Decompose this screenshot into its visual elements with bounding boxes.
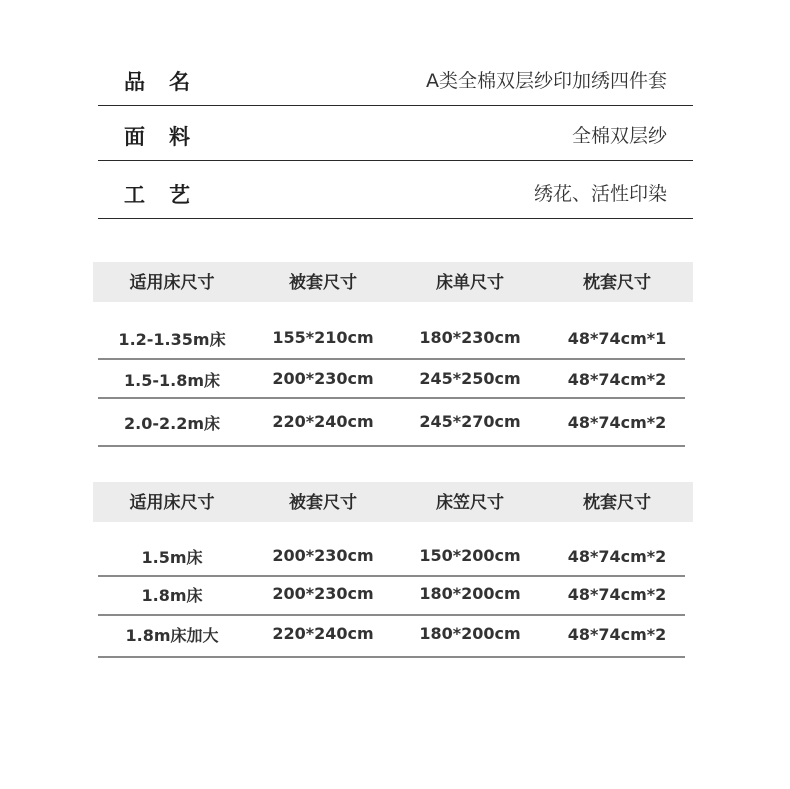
header-bed-size: 适用床尺寸 — [129, 273, 215, 293]
spec-row-craft — [98, 165, 693, 219]
table-row — [93, 316, 693, 358]
cell-bed-size: 1.2-1.35m床 — [118, 330, 226, 349]
cell-fitted-sheet-size: 180*200cm — [419, 584, 521, 603]
spec-row-product-name — [98, 52, 693, 106]
cell-sheet-size: 245*250cm — [419, 369, 521, 388]
size-table-fitted-sheet — [93, 482, 693, 664]
row-divider — [98, 397, 685, 399]
table-row — [93, 622, 693, 664]
table-header — [93, 262, 693, 302]
cell-pillowcase-size: 48*74cm*2 — [567, 547, 667, 566]
spec-row-fabric — [98, 107, 693, 161]
table-row — [93, 400, 693, 442]
header-bed-size: 适用床尺寸 — [129, 493, 215, 513]
cell-duvet-size: 220*240cm — [272, 624, 374, 643]
cell-fitted-sheet-size: 150*200cm — [419, 546, 521, 565]
cell-pillowcase-size: 48*74cm*2 — [567, 585, 667, 604]
cell-bed-size: 2.0-2.2m床 — [123, 414, 221, 433]
cell-sheet-size: 180*230cm — [419, 328, 521, 347]
table-row — [93, 583, 693, 625]
cell-duvet-size: 220*240cm — [272, 412, 374, 431]
row-divider — [98, 445, 685, 447]
header-fitted-sheet-size: 床笠尺寸 — [436, 493, 504, 513]
cell-duvet-size: 200*230cm — [272, 369, 374, 388]
cell-bed-size: 1.5-1.8m床 — [123, 371, 221, 390]
cell-sheet-size: 245*270cm — [419, 412, 521, 431]
table-header — [93, 482, 693, 522]
cell-duvet-size: 155*210cm — [272, 328, 374, 347]
spec-label: 品名 — [124, 70, 214, 94]
cell-duvet-size: 200*230cm — [272, 546, 374, 565]
cell-pillowcase-size: 48*74cm*2 — [567, 370, 667, 389]
table-row — [93, 544, 693, 586]
size-table-flat-sheet — [93, 262, 693, 442]
spec-value: A类全棉双层纱印加绣四件套 — [426, 70, 667, 92]
cell-pillowcase-size: 48*74cm*1 — [567, 329, 667, 348]
header-duvet-size: 被套尺寸 — [289, 273, 357, 293]
cell-bed-size: 1.8m床加大 — [125, 626, 219, 645]
cell-bed-size: 1.8m床 — [141, 586, 203, 605]
spec-value: 全棉双层纱 — [571, 125, 667, 147]
header-pillowcase-size: 枕套尺寸 — [583, 273, 651, 293]
spec-label: 工艺 — [124, 183, 214, 207]
cell-pillowcase-size: 48*74cm*2 — [567, 413, 667, 432]
cell-bed-size: 1.5m床 — [141, 548, 203, 567]
table-row — [93, 358, 693, 400]
cell-pillowcase-size: 48*74cm*2 — [567, 625, 667, 644]
spec-label: 面料 — [124, 125, 214, 149]
header-sheet-size: 床单尺寸 — [436, 273, 504, 293]
header-pillowcase-size: 枕套尺寸 — [583, 493, 651, 513]
header-duvet-size: 被套尺寸 — [289, 493, 357, 513]
row-divider — [98, 656, 685, 658]
row-divider — [98, 614, 685, 616]
cell-duvet-size: 200*230cm — [272, 584, 374, 603]
row-divider — [98, 575, 685, 577]
cell-fitted-sheet-size: 180*200cm — [419, 624, 521, 643]
spec-value: 绣花、活性印染 — [533, 183, 667, 205]
